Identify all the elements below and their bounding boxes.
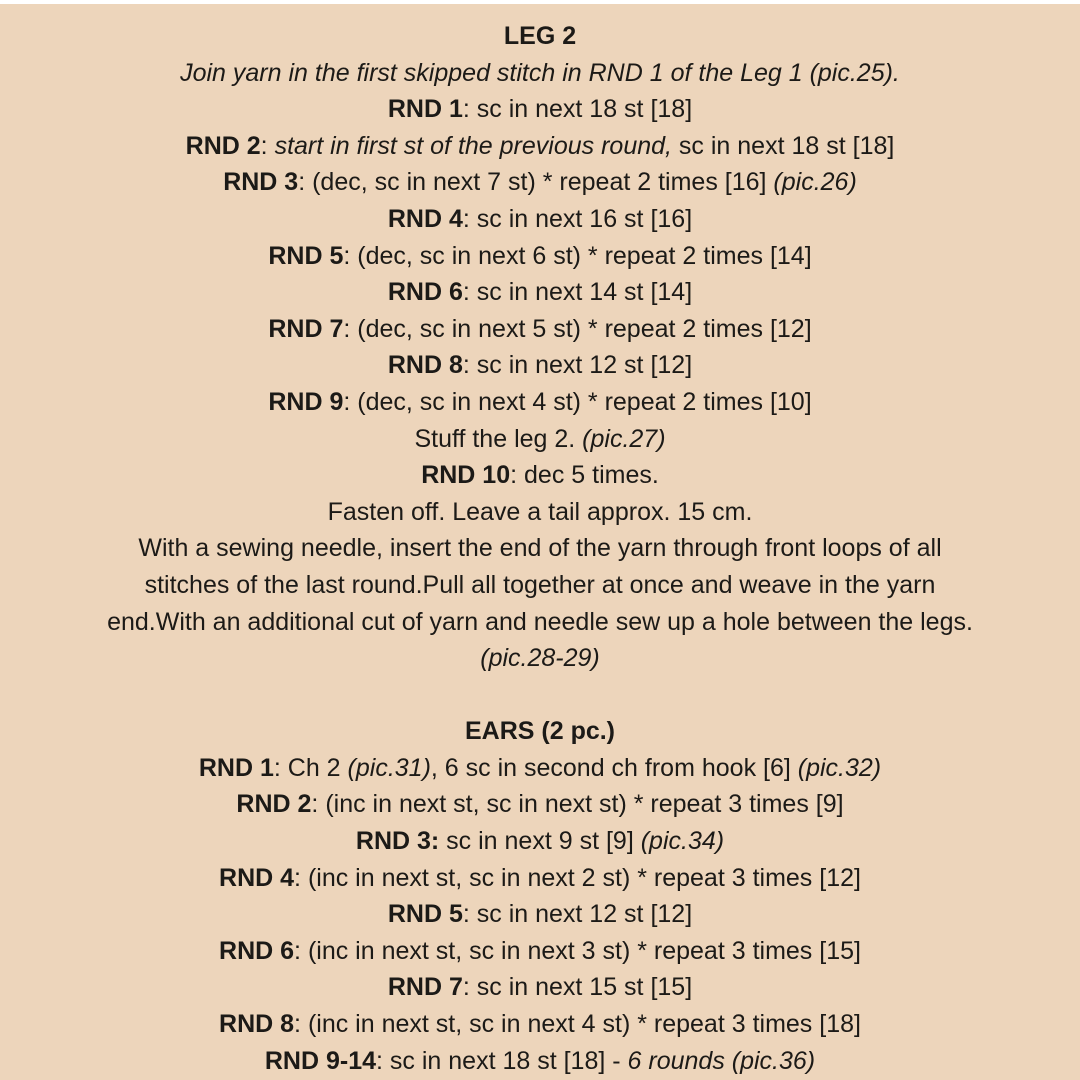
instruction-text: : (dec, sc in next 6 st) * repeat 2 times [14]	[343, 241, 812, 270]
section-heading-leg-2: LEG 2	[503, 22, 577, 50]
pattern-line	[0, 91, 1080, 128]
pattern-line	[0, 128, 1080, 165]
pattern-line	[0, 494, 1080, 531]
instruction-text: : sc in next 18 st [18]	[462, 95, 693, 124]
instruction-text: Fasten off. Leave a tail approx. 15 cm.	[327, 497, 753, 526]
pattern-line	[0, 823, 1080, 860]
round-label: RND 8	[219, 1010, 295, 1039]
round-label: RND 8	[387, 351, 463, 380]
round-label: RND 6	[387, 278, 463, 307]
round-label: RND 7	[268, 314, 344, 343]
ears-rounds	[0, 750, 1080, 1079]
pattern-line	[0, 347, 1080, 384]
instruction-text: : sc in next 15 st [15]	[462, 973, 693, 1002]
pattern-line	[0, 1006, 1080, 1043]
emphasis-text: (pic.34)	[640, 827, 725, 856]
emphasis-text: (pic.32)	[797, 753, 882, 782]
instruction-text: : (inc in next st, sc in next 2 st) * repeat 3 times [12]	[294, 863, 861, 892]
pattern-line	[0, 421, 1080, 458]
round-label: RND 1	[198, 753, 274, 782]
pattern-line	[0, 786, 1080, 823]
round-label: RND 2	[236, 790, 312, 819]
round-label: RND 4	[219, 863, 295, 892]
instruction-text: : Ch 2	[273, 753, 348, 782]
section-heading-ears: EARS (2 pc.)	[464, 717, 616, 746]
instruction-text: : sc in next 18 st [18] -	[376, 1046, 628, 1075]
leg-2-closing-instructions	[0, 530, 1080, 676]
pattern-line	[0, 164, 1080, 201]
round-label: RND 3	[223, 168, 299, 197]
round-label: RND 7	[387, 973, 463, 1002]
instruction-text: sc in next 18 st [18]	[671, 131, 895, 160]
pattern-line	[0, 274, 1080, 311]
round-label: RND 10	[421, 461, 511, 490]
emphasis-text: start in first st of the previous round,	[274, 131, 672, 160]
instruction-text: : sc in next 14 st [14]	[462, 278, 693, 307]
pattern-line	[0, 933, 1080, 970]
instruction-text: , 6 sc in second ch from hook [6]	[430, 753, 798, 782]
leg-2-intro: Join yarn in the first skipped stitch in RND 1 of the Leg 1 (pic.25).	[180, 58, 900, 87]
pattern-line	[0, 1043, 1080, 1080]
pattern-card	[0, 4, 1080, 1080]
round-label: RND 1	[387, 95, 463, 124]
round-label: RND 9	[268, 387, 344, 416]
pattern-line	[0, 896, 1080, 933]
instruction-text: : sc in next 12 st [12]	[462, 351, 693, 380]
emphasis-text: (pic.27)	[582, 424, 666, 453]
section-spacer	[0, 677, 1080, 714]
instruction-text: sc in next 9 st [9]	[439, 827, 641, 856]
pattern-line	[0, 238, 1080, 275]
instruction-text: : sc in next 12 st [12]	[462, 900, 693, 929]
round-label: RND 5	[387, 900, 463, 929]
pattern-line	[0, 860, 1080, 897]
instruction-text: Stuff the leg 2.	[414, 424, 583, 453]
emphasis-text: (pic.31)	[347, 753, 431, 782]
instruction-text: : (inc in next st, sc in next st) * repeat 3 times [9]	[311, 790, 844, 819]
emphasis-text: 6 rounds (pic.36)	[627, 1046, 816, 1075]
round-label: RND 4	[387, 204, 463, 233]
instruction-text: :	[260, 131, 275, 160]
pattern-line	[0, 969, 1080, 1006]
instruction-text: : (dec, sc in next 7 st) * repeat 2 times [16]	[298, 168, 774, 197]
instruction-text: : dec 5 times.	[510, 461, 659, 490]
pattern-line	[0, 750, 1080, 787]
pattern-line	[0, 457, 1080, 494]
round-label: RND 5	[268, 241, 344, 270]
pattern-line	[0, 311, 1080, 348]
pattern-line	[0, 384, 1080, 421]
round-label: RND 6	[219, 936, 295, 965]
leg-2-rounds	[0, 91, 1080, 530]
pattern-line	[0, 201, 1080, 238]
instruction-text: : (dec, sc in next 4 st) * repeat 2 times [10]	[343, 387, 812, 416]
emphasis-text: (pic.26)	[773, 168, 857, 197]
instruction-text: : (inc in next st, sc in next 4 st) * repeat 3 times [18]	[294, 1010, 861, 1039]
instruction-text: : (dec, sc in next 5 st) * repeat 2 times [12]	[343, 314, 812, 343]
round-label: RND 2	[185, 131, 261, 160]
instruction-text: : (inc in next st, sc in next 3 st) * repeat 3 times [15]	[294, 936, 861, 965]
instruction-text: With a sewing needle, insert the end of the yarn through front loops of all stitches of the last round.Pull all together at once and weave in the yarn end.With an additional cut of yarn and needle sew up a hole between the legs.	[107, 534, 973, 636]
emphasis-text: (pic.28-29)	[480, 644, 600, 673]
round-label: RND 3:	[355, 827, 440, 856]
round-label: RND 9-14	[264, 1046, 377, 1075]
pattern-text	[0, 18, 1080, 1079]
instruction-text: : sc in next 16 st [16]	[462, 204, 693, 233]
